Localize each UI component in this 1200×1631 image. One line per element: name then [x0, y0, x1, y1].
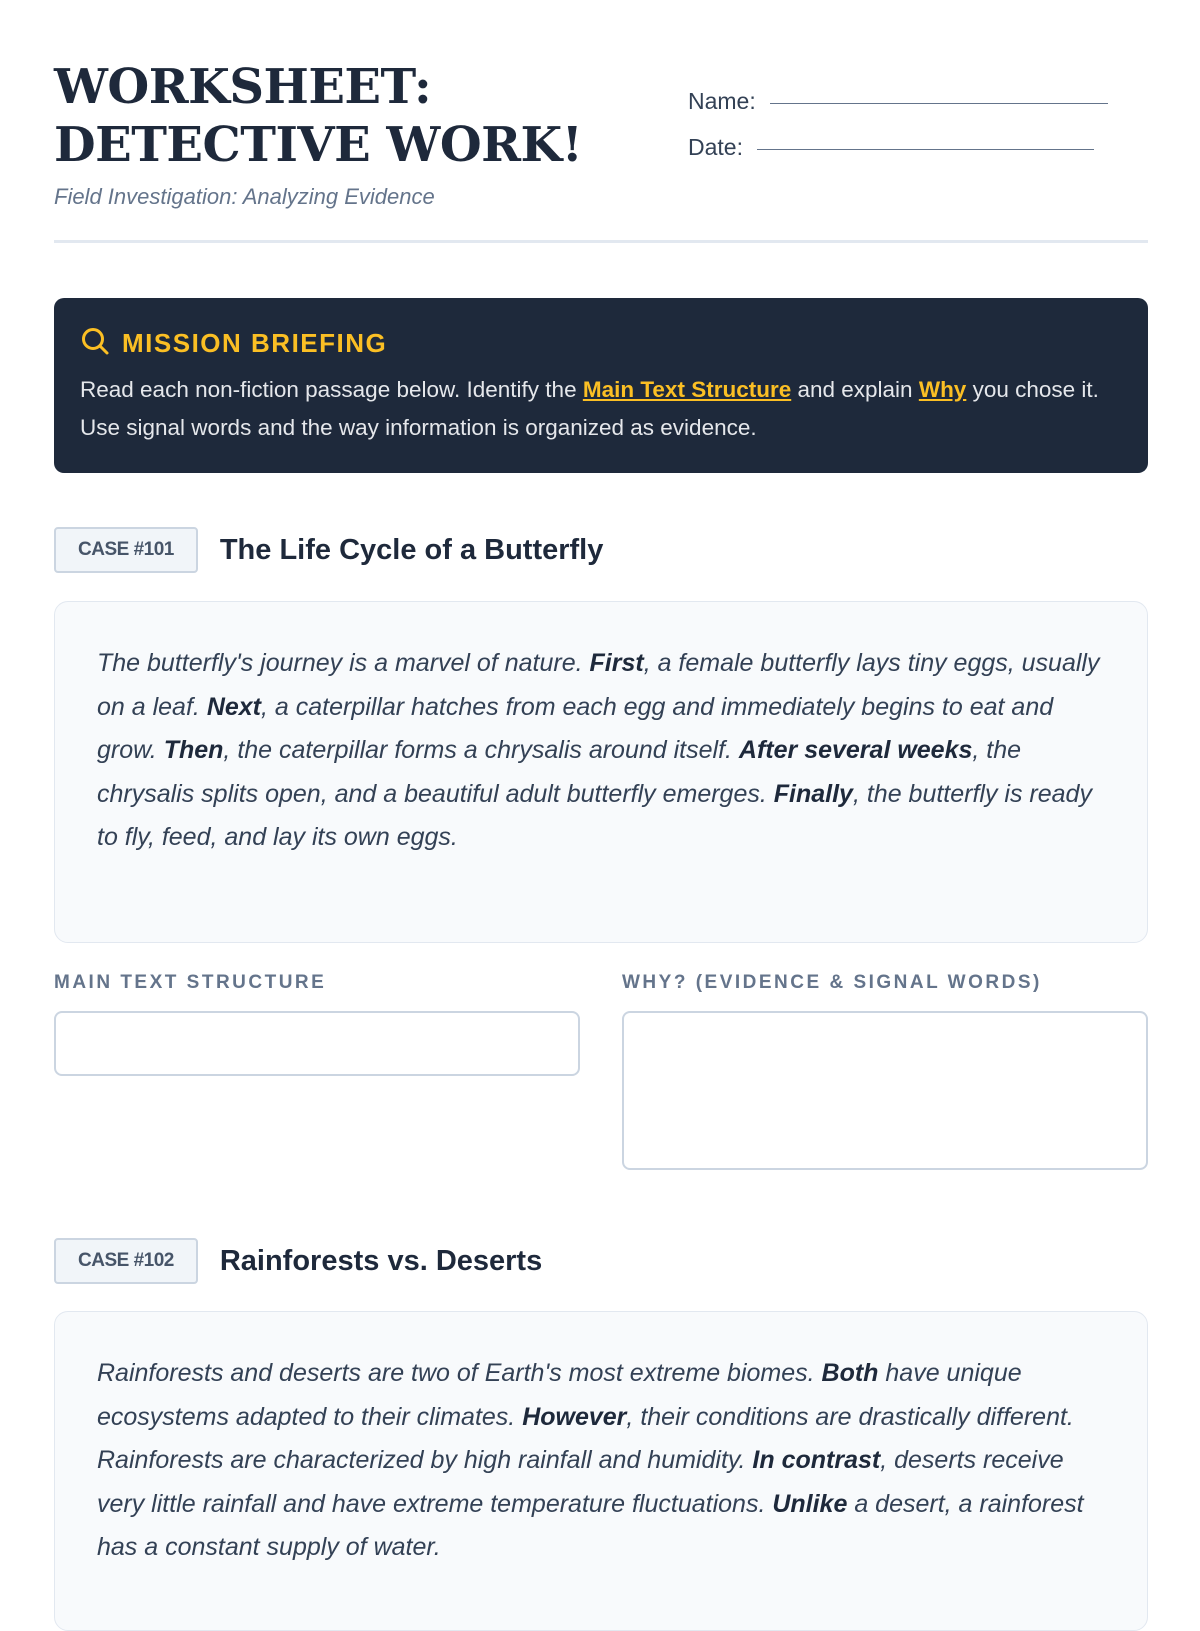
passage-text: have unique ecosystems adapted to their climates. [97, 1359, 1022, 1431]
passage-text: a desert, a rainforest has a constant supply of water. [97, 1489, 1084, 1561]
student-info-fields [688, 78, 1108, 170]
briefing-header [80, 326, 1122, 361]
date-label: Date: [688, 133, 743, 160]
name-field-row [688, 78, 1108, 124]
briefing-text-part: and explain [791, 377, 919, 402]
briefing-title: MISSION BRIEFING [122, 328, 388, 358]
case-header [54, 1238, 542, 1284]
page-subtitle: Field Investigation: Analyzing Evidence [54, 184, 435, 209]
passage-text: , the butterfly is ready to fly, feed, and lay its own eggs. [97, 779, 1092, 851]
date-field-row [688, 124, 1108, 170]
signal-word: Next [206, 692, 261, 721]
signal-word: After several weeks [738, 736, 973, 764]
header-divider [54, 240, 1148, 243]
briefing-text-part: Read each non-fiction passage below. Identify the [80, 377, 583, 402]
briefing-text-part: you chose it. Use signal words and the way information is organized as evidence. [80, 377, 1099, 440]
passage-text: , a female butterfly lays tiny eggs, usually on a leaf. [97, 649, 1100, 721]
passage-text: , deserts receive very little rainfall and have extreme temperature fluctuations. [97, 1446, 1064, 1518]
highlight-main-text-structure: Main Text Structure [582, 377, 792, 402]
signal-word: Finally [773, 779, 853, 808]
passage-text: , the chrysalis splits open, and a beautiful adult butterfly emerges. [97, 736, 1022, 808]
signal-word: First [589, 649, 644, 677]
page-title: WORKSHEET: DETECTIVE WORK! [54, 59, 583, 173]
case-passage [54, 1311, 1148, 1631]
case-badge: CASE #102 [54, 1238, 198, 1284]
briefing-text [80, 371, 1122, 447]
passage-text: , their conditions are drastically different. Rainforests are characterized by high rainfall and humidity. [97, 1402, 1074, 1474]
passage-text: The butterfly's journey is a marvel of nature. [97, 649, 590, 677]
name-label: Name: [688, 87, 756, 114]
why-evidence-input[interactable] [622, 1011, 1148, 1170]
signal-word: Both [821, 1359, 879, 1387]
case-header [54, 527, 603, 573]
passage-text: Rainforests and deserts are two of Earth's most extreme biomes. [97, 1359, 822, 1387]
case-passage [54, 601, 1148, 943]
why-label: WHY? (EVIDENCE & SIGNAL WORDS) [622, 972, 1042, 993]
signal-word: In contrast [752, 1446, 881, 1474]
signal-word: Then [163, 736, 224, 764]
signal-word: Unlike [772, 1489, 848, 1518]
passage-text: , the caterpillar forms a chrysalis around itself. [223, 736, 739, 764]
passage-text: , a caterpillar hatches from each egg and immediately begins to eat and grow. [97, 692, 1054, 764]
case-badge: CASE #101 [54, 527, 198, 573]
magnifier-icon [80, 326, 110, 361]
main-text-structure-input[interactable] [54, 1011, 580, 1076]
highlight-why: Why [918, 377, 967, 402]
date-field[interactable] [757, 149, 1094, 150]
case-title: Rainforests vs. Deserts [219, 1244, 543, 1277]
mission-briefing [54, 298, 1148, 473]
case-title: The Life Cycle of a Butterfly [219, 533, 604, 566]
name-field[interactable] [770, 103, 1108, 104]
structure-label: MAIN TEXT STRUCTURE [54, 972, 327, 993]
signal-word: However [522, 1402, 627, 1431]
